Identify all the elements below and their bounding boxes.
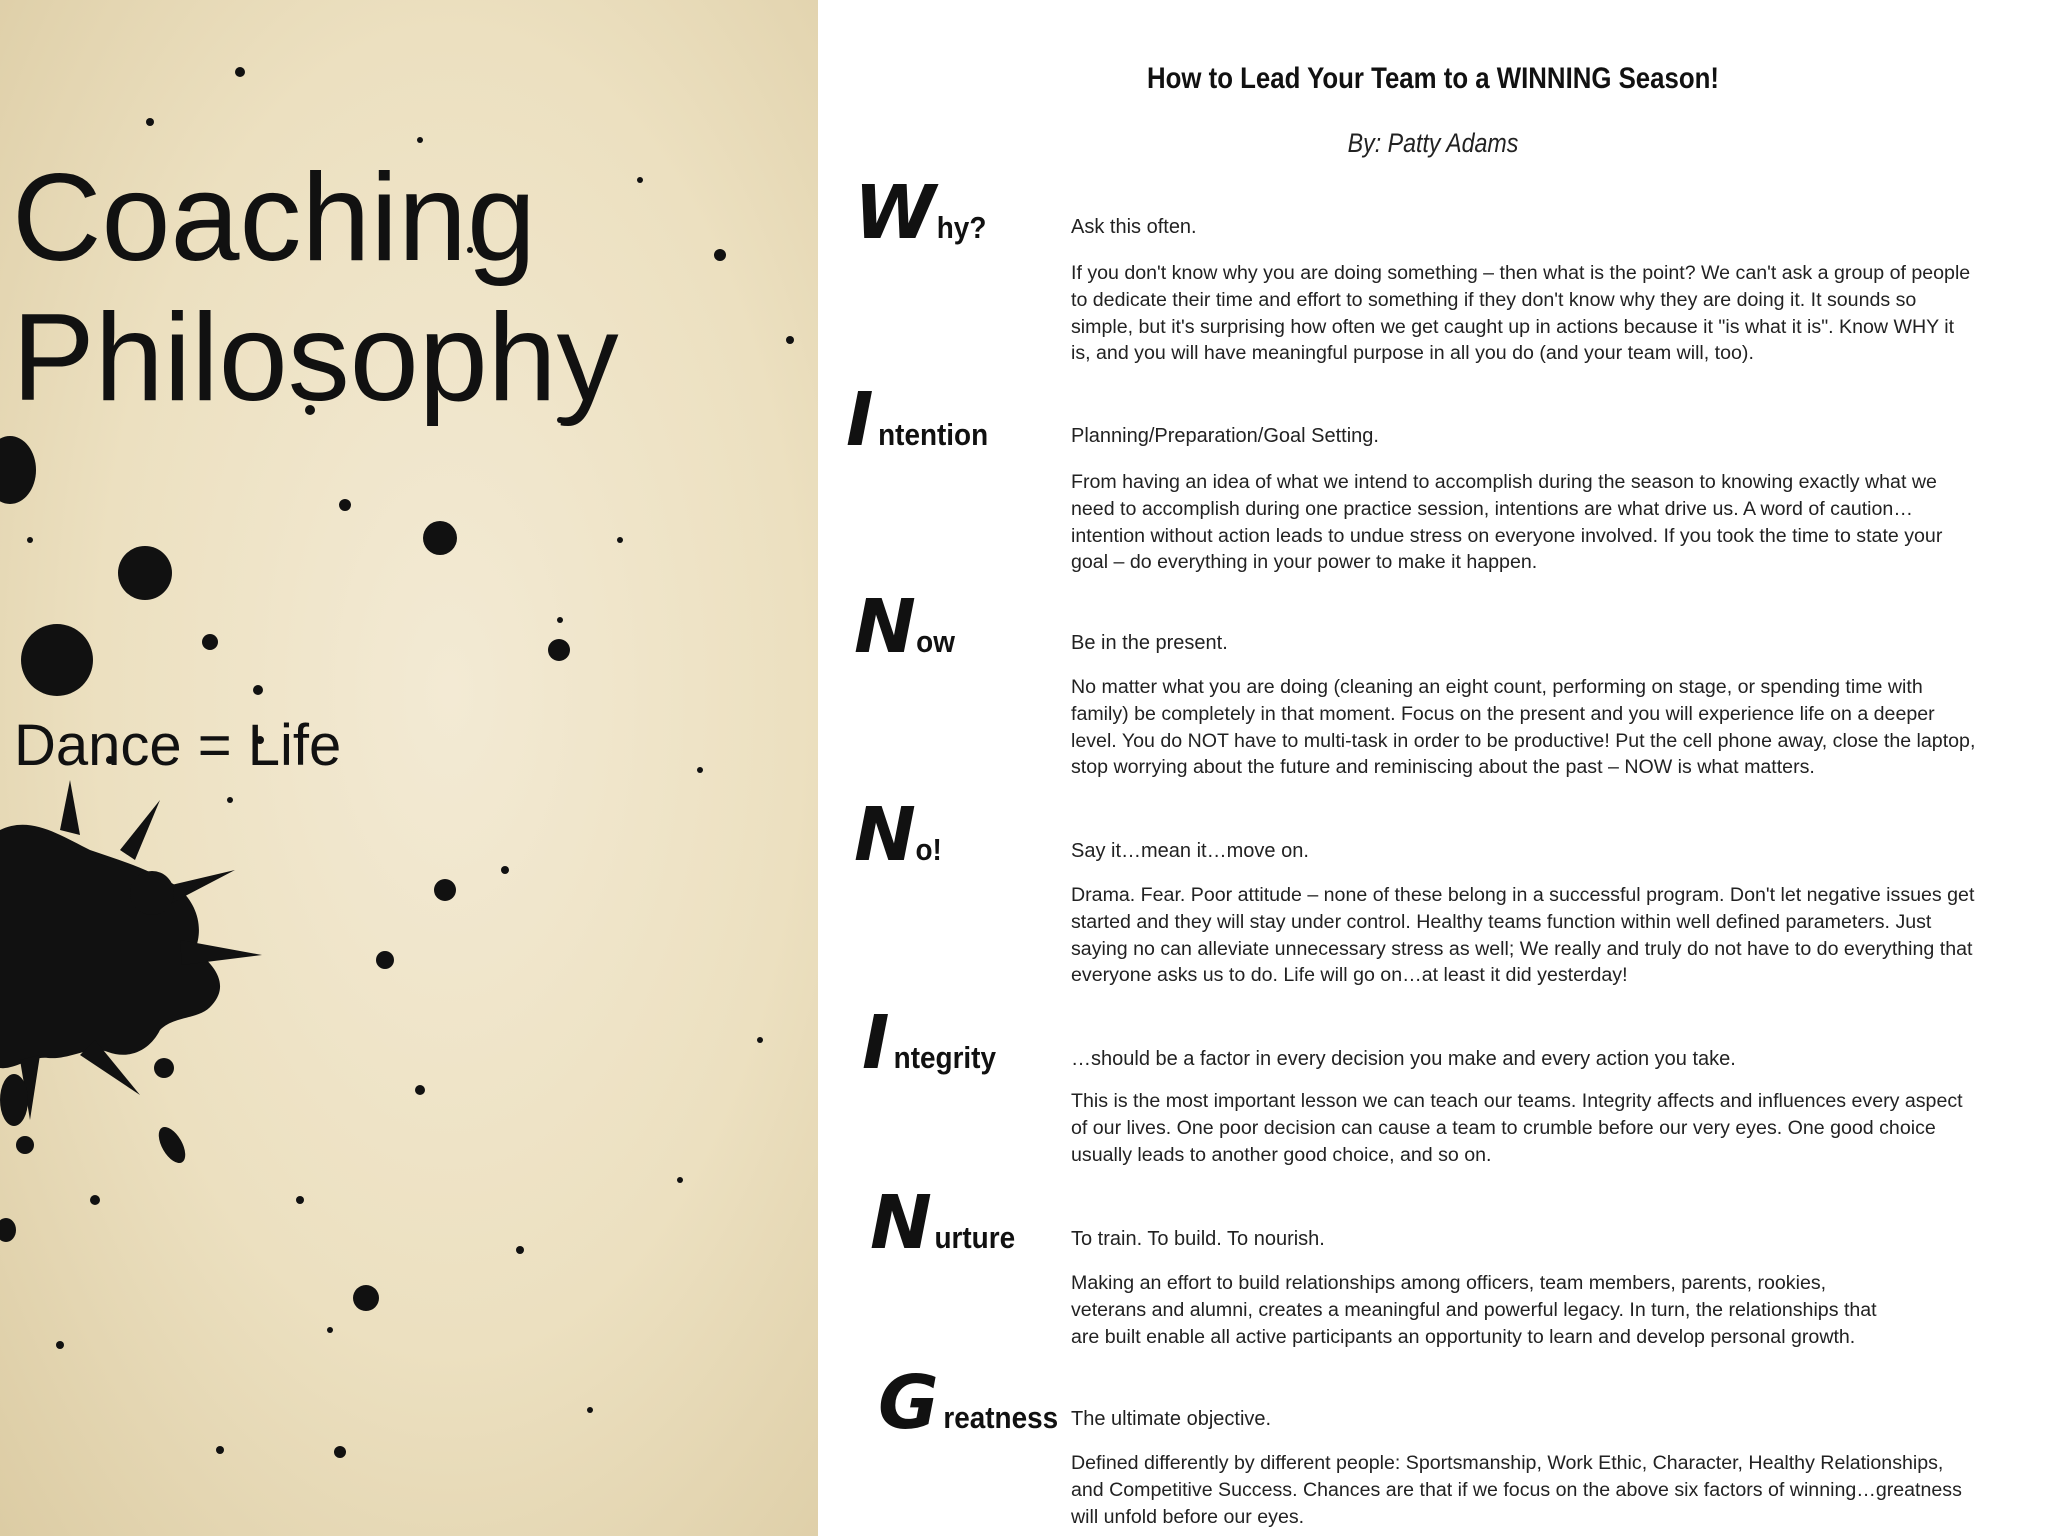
section-body: From having an idea of what we intend to accomplish during the season to knowing exactly what we need to accomplish during one practice session, intentions are what drive us. A word of caution…intention without action leads to undue stress on everyone involved. If you took the time to state your goal – do everything in your power to make it happen. xyxy=(1071,471,1943,574)
section-heading xyxy=(870,1180,1020,1266)
section-tagline: Ask this often. xyxy=(1071,216,1197,238)
section-heading-rest: urture xyxy=(934,1220,1016,1255)
section-greatness xyxy=(818,1360,2048,1536)
section-heading-rest: hy? xyxy=(936,210,986,245)
section-initial: I xyxy=(862,1000,888,1086)
document-image xyxy=(818,0,2048,1536)
section-tagline: Planning/Preparation/Goal Setting. xyxy=(1071,425,1379,447)
section-body: This is the most important lesson we can teach our teams. Integrity affects and influences every aspect of our lives. One poor decision can cause a team to crumble before our very eyes. One good choice usually leads to another good choice, and so on. xyxy=(1071,1090,1963,1166)
section-heading xyxy=(854,792,943,878)
section-body: Making an effort to build relationships among officers, team members, parents, rookies, veterans and alumni, creates a meaningful and powerful legacy. In turn, the relationships that are built enable all active participants an opportunity to learn and develop personal growth. xyxy=(1071,1272,1877,1348)
section-initial: N xyxy=(854,792,914,878)
section-initial: N xyxy=(854,584,914,670)
section-tagline: To train. To build. To nourish. xyxy=(1071,1228,1325,1250)
slide-left-panel xyxy=(0,0,818,1536)
section-body: Defined differently by different people: Sportsmanship, Work Ethic, Character, Healthy Relationships, and Competitive Success. Chances are that if we focus on the above six factors of winning…greatness will unfold before our eyes. xyxy=(1071,1452,1962,1528)
section-heading xyxy=(846,377,994,463)
section-heading xyxy=(854,170,989,256)
section-why xyxy=(818,170,2048,378)
section-heading xyxy=(862,1000,1001,1086)
section-body: Drama. Fear. Poor attitude – none of these belong in a successful program. Don't let negative issues get started and they will stay under control. Healthy teams function within well defined parameters. Just saying no can alleviate unnecessary stress as well; We really and truly do not have to do everything that everyone asks us to do. Life will go on…at least it did yesterday! xyxy=(1071,884,1975,987)
section-heading xyxy=(878,1360,1064,1446)
document-title: How to Lead Your Team to a WINNING Season! xyxy=(1147,62,1719,95)
section-tagline: The ultimate objective. xyxy=(1071,1408,1272,1430)
slide-subtitle: Dance = Life xyxy=(14,713,342,778)
section-heading-rest: ntention xyxy=(877,417,988,452)
section-body: No matter what you are doing (cleaning an eight count, performing on stage, or spending time with family) be completely in that moment. Focus on the present and you will experience life on a deeper level. You do NOT have to multi-task in order to be productive! Put the cell phone away, close the laptop, stop worrying about the future and reminiscing about the past – NOW is what matters. xyxy=(1071,676,1976,779)
section-heading-rest: ow xyxy=(916,624,955,659)
section-now xyxy=(818,584,2048,792)
section-heading-rest: reatness xyxy=(943,1400,1058,1435)
section-heading-rest: ntegrity xyxy=(893,1040,996,1075)
section-initial: I xyxy=(846,377,872,463)
section-no xyxy=(818,792,2048,1000)
section-tagline: Be in the present. xyxy=(1071,632,1228,654)
slide-title: Coaching Philosophy xyxy=(12,149,619,427)
section-integrity xyxy=(818,1000,2048,1188)
section-body: If you don't know why you are doing something – then what is the point? We can't ask a group of people to dedicate their time and effort to something if they don't know why they are doing it. It sounds so simple, but it's surprising how often we get caught up in actions because it "is what it is". Know WHY it is, and you will have meaningful purpose in all you do (and your team will, too). xyxy=(1071,262,1971,365)
document-author: By: Patty Adams xyxy=(1347,128,1519,158)
section-initial: W xyxy=(854,170,934,256)
section-heading xyxy=(854,584,957,670)
section-intention xyxy=(818,377,2048,585)
section-heading-rest: o! xyxy=(915,832,942,867)
section-initial: N xyxy=(870,1180,930,1266)
section-initial: G xyxy=(878,1360,937,1446)
section-tagline: Say it…mean it…move on. xyxy=(1071,840,1309,862)
section-nurture xyxy=(818,1180,2048,1358)
section-tagline: …should be a factor in every decision you make and every action you take. xyxy=(1071,1048,1736,1070)
